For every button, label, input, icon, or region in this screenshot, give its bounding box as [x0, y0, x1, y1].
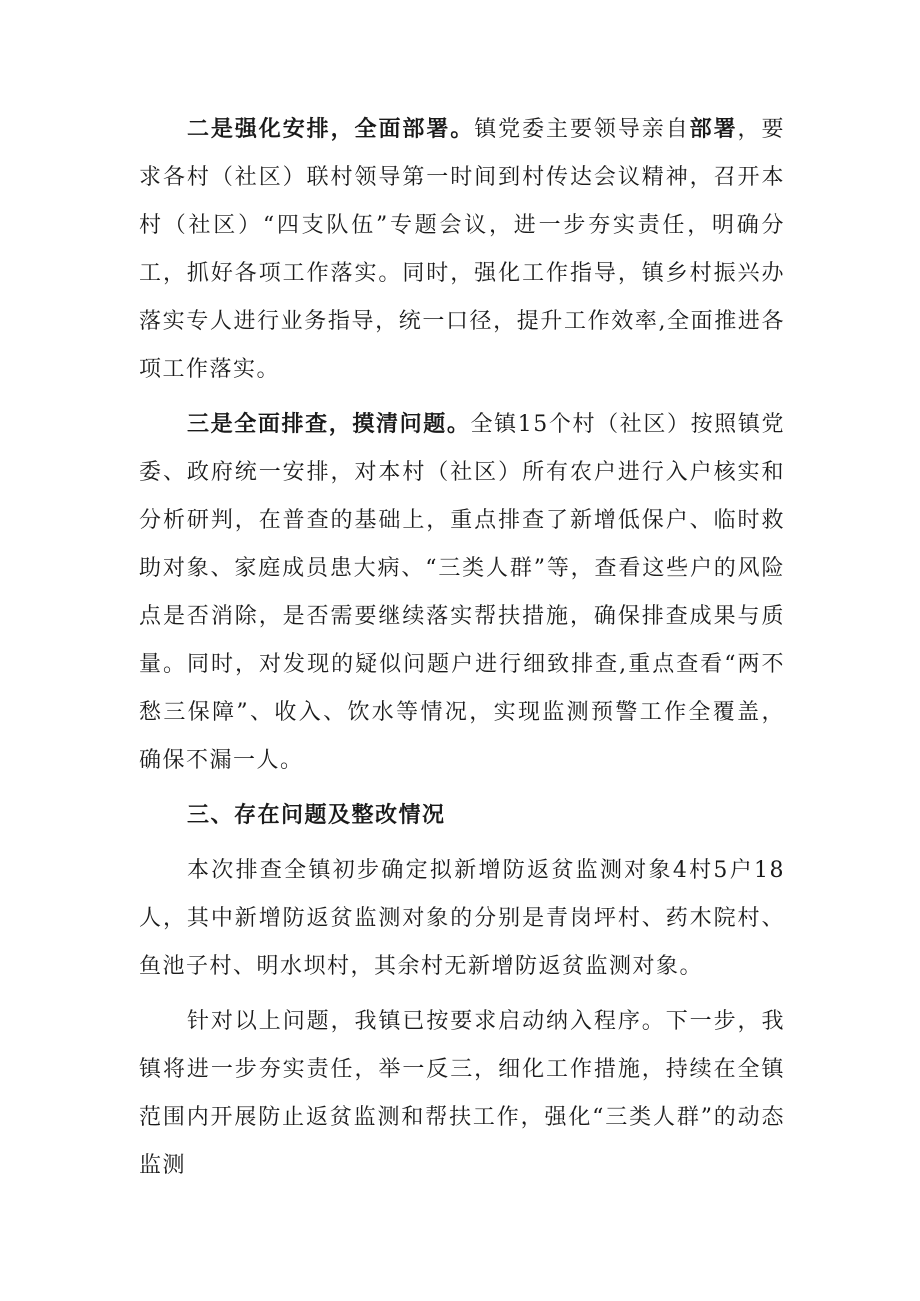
paragraph-findings: 本次排查全镇初步确定拟新增防返贫监测对象4村5户18人，其中新增防返贫监测对象的分别是青岗坪村、药木院村、鱼池子村、明水坝村，其余村无新增防返贫监测对象。	[139, 858, 785, 979]
paragraph-arrangement	[139, 106, 785, 394]
paragraph-text: ，要求各村（社区）联村领导第一时间到村传达会议精神，召开本村（社区）“四支队伍”专题会议，进一步夯实责任，明确分工，抓好各项工作落实。同时，强化工作指导，镇乡村振兴办落实专人进行业务指导，统一口径，提升工作效率,全面推进各项工作落实。	[139, 117, 785, 382]
section-heading: 三、存在问题及整改情况	[187, 803, 446, 828]
emphasis-text: 部署	[689, 117, 738, 142]
paragraph-investigation	[139, 401, 785, 785]
paragraph-text: 全镇15个村（社区）按照镇党委、政府统一安排，对本村（社区）所有农户进行入户核实和分析研判，在普查的基础上，重点排查了新增低保户、临时救助对象、家庭成员患大病、“三类人群”等，查看这些户的风险点是否消除，是否需要继续落实帮扶措施，确保排查成果与质量。同时，对发现的疑似问题户进行细致排查,重点查看“两不愁三保障”、收入、饮水等情况，实现监测预警工作全覆盖，确保不漏一人。	[139, 412, 785, 773]
document-body	[139, 106, 785, 1197]
paragraph-lead: 二是强化安排，全面部署。	[187, 117, 475, 142]
paragraph-lead: 三是全面排查，摸清问题。	[187, 412, 471, 437]
paragraph-next-steps: 针对以上问题，我镇已按要求启动纳入程序。下一步，我镇将进一步夯实责任，举一反三，细化工作措施，持续在全镇范围内开展防止返贫监测和帮扶工作，强化“三类人群”的动态监测	[139, 1009, 785, 1178]
paragraph-text: 镇党委主要领导亲自	[474, 117, 690, 142]
